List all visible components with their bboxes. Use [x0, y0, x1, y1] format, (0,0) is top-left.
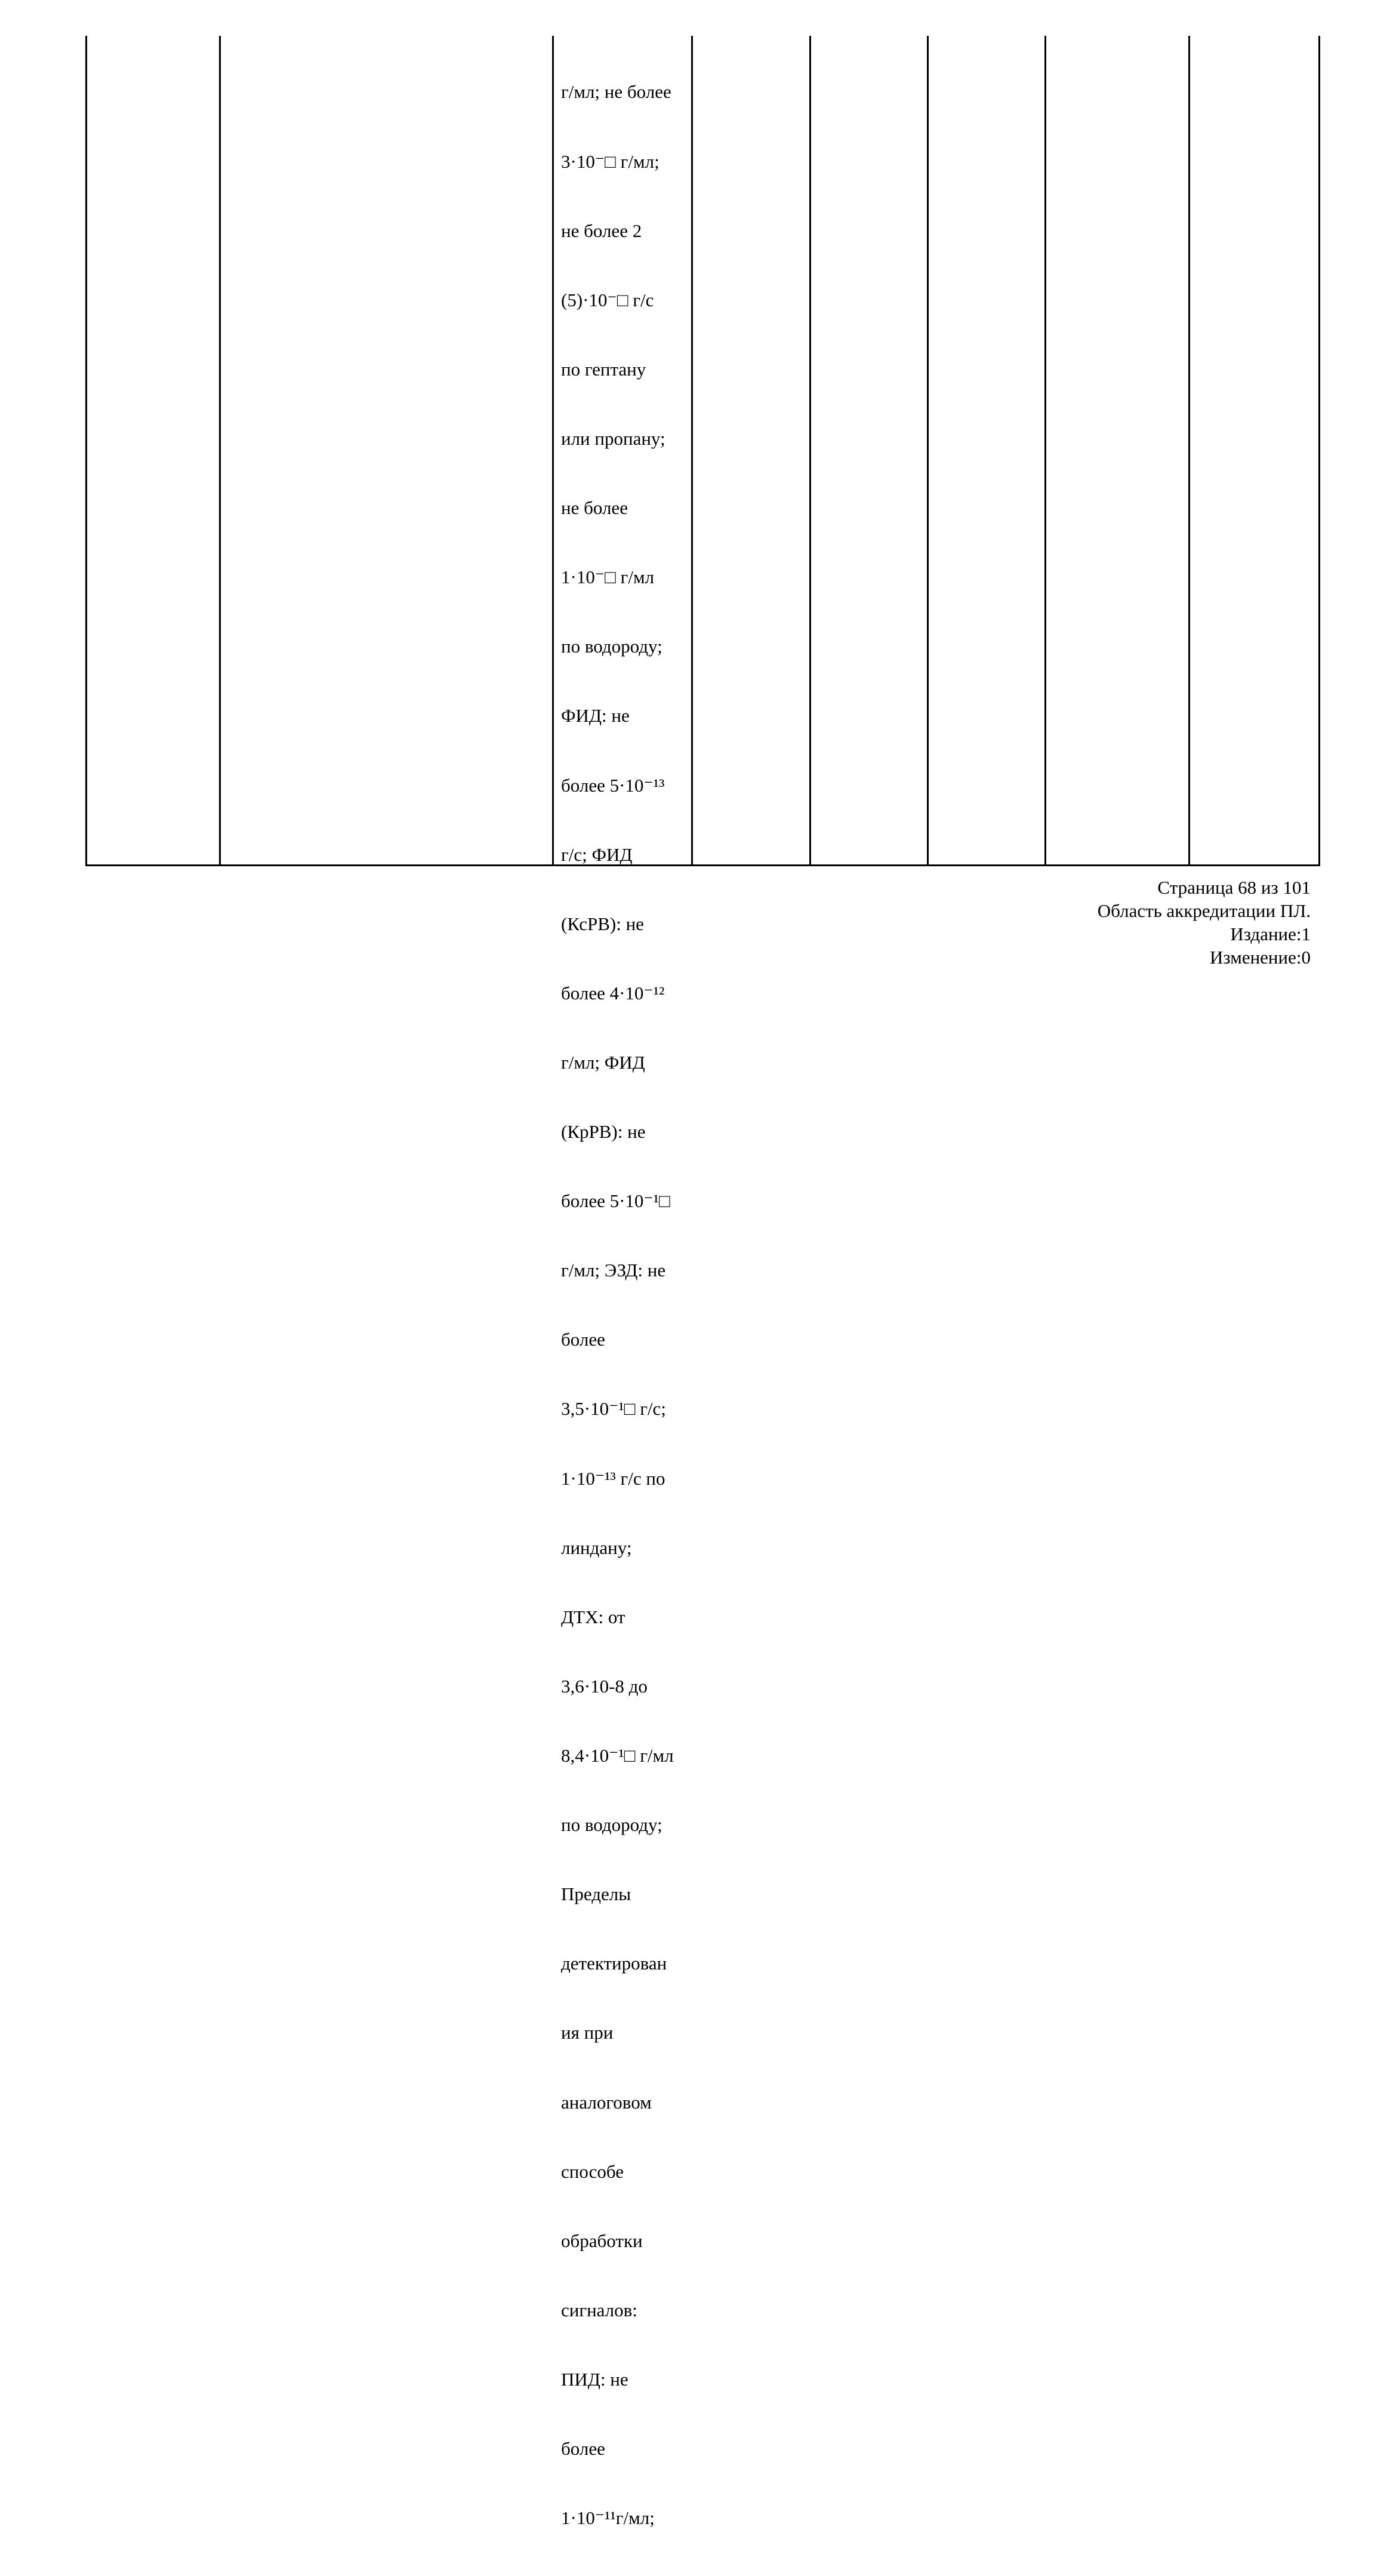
cell-line: (КсРВ): не — [561, 913, 644, 934]
cell-line: аналоговом — [561, 2091, 652, 2113]
cell-line: способе — [561, 2160, 624, 2182]
cell-line: или пропану; — [561, 427, 665, 449]
cell-line: Пределы — [561, 1883, 631, 1905]
table-cell-detection-limits — [561, 35, 696, 2576]
cell-line: сигналов: — [561, 2299, 637, 2320]
cell-line: г/мл; не более — [561, 81, 671, 103]
table-column-divider — [809, 36, 811, 866]
cell-line: 1·10⁻¹³ г/с по — [561, 1467, 665, 1489]
table-column-divider — [927, 36, 929, 866]
table-border-bottom — [85, 864, 1320, 866]
table-border-left — [85, 36, 87, 866]
cell-line: г/мл; ФИД — [561, 1051, 645, 1073]
table-column-divider — [1044, 36, 1046, 866]
table-column-divider — [219, 36, 221, 866]
table-column-divider — [552, 36, 554, 866]
cell-line: г/мл; ЭЗД: не — [561, 1260, 666, 1281]
edition-number: Издание:1 — [1230, 924, 1311, 944]
cell-line: (КрРВ): не — [561, 1121, 646, 1143]
cell-line: (5)·10⁻□ г/с — [561, 289, 654, 310]
cell-line: более 4·10⁻¹² — [561, 982, 665, 1004]
cell-line: более — [561, 1329, 605, 1350]
cell-line: 3·10⁻□ г/мл; — [561, 150, 660, 172]
accreditation-scope: Область аккредитации ПЛ. — [1097, 900, 1311, 921]
cell-line: 1·10⁻□ г/мл — [561, 567, 655, 588]
cell-line: более — [561, 2438, 605, 2460]
cell-line: не более 2 — [561, 220, 642, 241]
cell-line: более 5·10⁻¹□ — [561, 1190, 670, 1212]
cell-line: 1·10⁻¹¹г/мл; — [561, 2507, 655, 2529]
cell-line: линдану; — [561, 1537, 632, 1558]
cell-line: ия при — [561, 2022, 614, 2043]
cell-line: обработки — [561, 2230, 643, 2251]
cell-line: ФИД: не — [561, 705, 630, 727]
cell-line: ПИД: не — [561, 2369, 628, 2390]
cell-line: г/с; ФИД — [561, 844, 633, 865]
cell-line: детектирован — [561, 1953, 667, 1974]
cell-line: ДТХ: от — [561, 1606, 625, 1627]
cell-line: по водороду; — [561, 1814, 662, 1836]
page-number: Страница 68 из 101 — [1157, 877, 1311, 898]
cell-line: по гептану — [561, 358, 646, 380]
cell-line: 8,4·10⁻¹□ г/мл — [561, 1745, 674, 1766]
page-footer — [1098, 876, 1311, 969]
table-border-right — [1318, 36, 1320, 866]
cell-line: более 5·10⁻¹³ — [561, 774, 665, 796]
cell-line: 3,6·10-8 до — [561, 1675, 648, 1697]
change-number: Изменение:0 — [1210, 947, 1311, 968]
table-column-divider — [1188, 36, 1190, 866]
cell-line: по водороду; — [561, 636, 662, 657]
cell-line: 3,5·10⁻¹□ г/с; — [561, 1398, 666, 1420]
cell-line: не более — [561, 497, 628, 519]
